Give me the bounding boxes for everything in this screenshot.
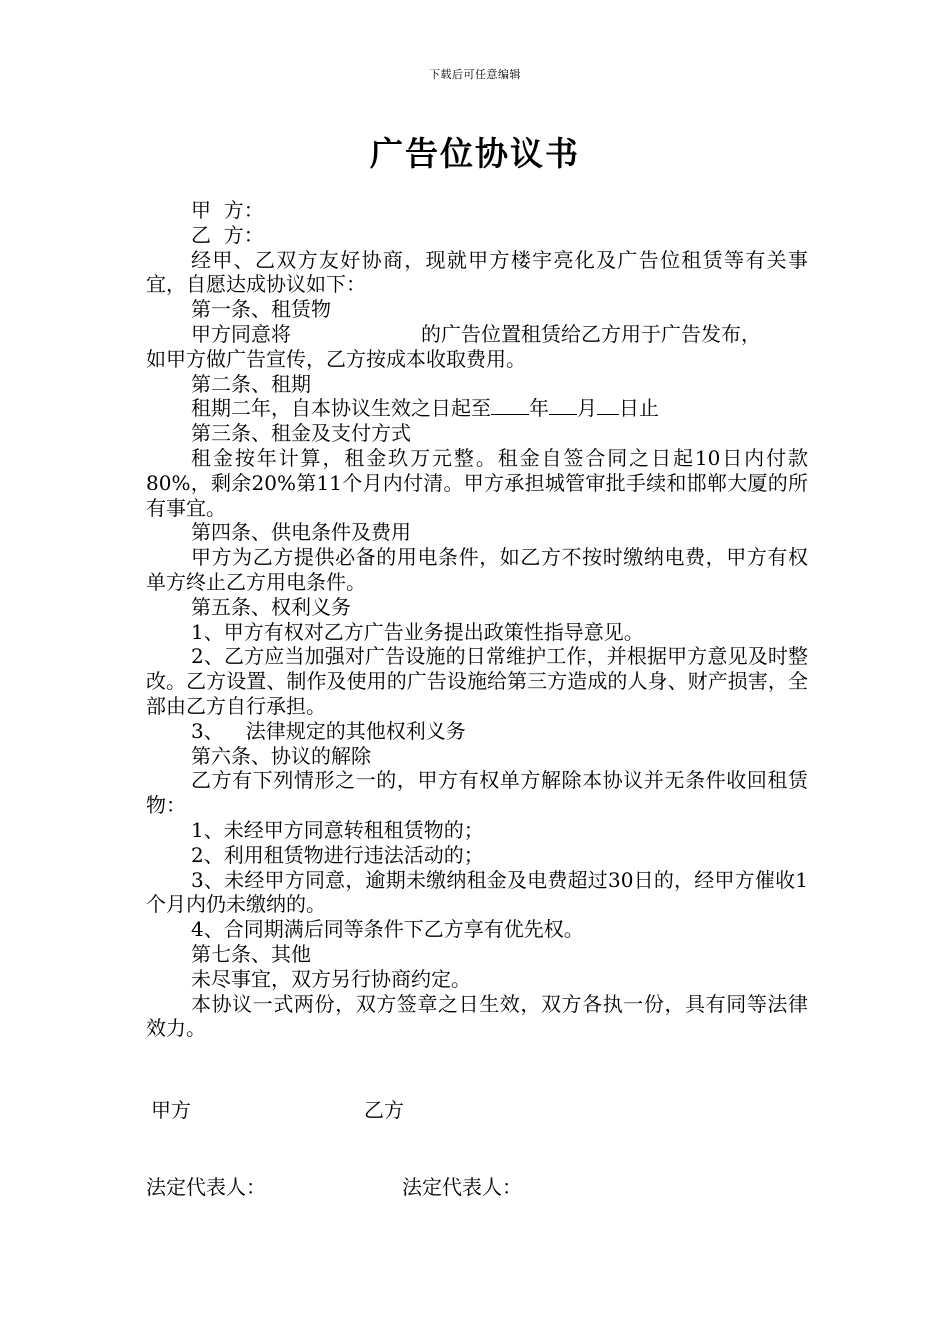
article-6-item-2: 2、利用租赁物进行违法活动的；	[191, 842, 484, 867]
legal-rep-a: 法定代表人：	[146, 1175, 266, 1199]
article-5-item-3	[146, 719, 808, 744]
party-a-line: 甲 方：	[191, 198, 264, 222]
legal-rep-b: 法定代表人：	[402, 1175, 522, 1199]
intro-paragraph: 经甲、乙双方友好协商，现就甲方楼宇亮化及广告位租赁等有关事宜，自愿达成协议如下：	[146, 247, 808, 297]
article-6-item-4: 4、合同期满后同等条件下乙方享有优先权。	[191, 917, 584, 942]
article-2-line	[146, 396, 808, 421]
article-6-item-1: 1、未经甲方同意转租租赁物的；	[191, 817, 484, 842]
article-4-paragraph: 甲方为乙方提供必备的用电条件，如乙方不按时缴纳电费，甲方有权单方终止乙方用电条件。	[146, 545, 808, 594]
term-text-3: 月	[577, 396, 597, 421]
term-text-2: 年	[529, 396, 549, 421]
article-3-heading: 第三条、租金及支付方式	[191, 421, 411, 446]
article-1-cont: 如甲方做广告宣传，乙方按成本收取费用。	[146, 346, 526, 371]
contract-body	[146, 198, 808, 1041]
article-1-line	[146, 322, 808, 347]
document-title: 广告位协议书	[370, 134, 580, 173]
article-7-heading: 第七条、其他	[191, 941, 311, 966]
article-5-item-2: 2、乙方应当加强对广告设施的日常维护工作，并根据甲方意见及时整改。乙方设置、制作及使用的广告设施给第三方造成的人身、财产损害，全部由乙方自行承担。	[146, 644, 808, 718]
article-2-heading: 第二条、租期	[191, 371, 311, 396]
article-4-heading: 第四条、供电条件及费用	[191, 520, 411, 545]
article-5-heading: 第五条、权利义务	[191, 594, 351, 619]
header-note: 下载后可任意编辑	[429, 68, 521, 81]
article-5-item-3-number: 3、	[191, 718, 224, 743]
term-text-1: 租期二年，自本协议生效之日起至	[191, 396, 491, 421]
month-blank[interactable]	[549, 396, 577, 415]
party-b-line: 乙 方：	[191, 222, 264, 247]
article-6-item-3: 3、未经甲方同意，逾期未缴纳租金及电费超过30日的，经甲方催收1个月内仍未缴纳的。	[146, 867, 808, 917]
article-5-item-3-text: 法律规定的其他权利义务	[245, 718, 466, 743]
article-7-paragraph-1: 未尽事宜，双方另行协商约定。	[191, 966, 471, 991]
signature-party-b: 乙方	[364, 1098, 404, 1122]
year-blank[interactable]	[491, 396, 529, 415]
article-1-heading: 第一条、租赁物	[191, 297, 331, 322]
term-text-4: 日止	[619, 396, 659, 421]
article-6-paragraph: 乙方有下列情形之一的，甲方有权单方解除本协议并无条件收回租赁物：	[146, 768, 808, 818]
day-blank[interactable]	[597, 396, 619, 415]
article-7-paragraph-2: 本协议一式两份，双方签章之日生效，双方各执一份，具有同等法律效力。	[146, 991, 808, 1041]
article-6-heading: 第六条、协议的解除	[191, 743, 371, 768]
signature-party-a: 甲方	[151, 1098, 191, 1122]
article-3-paragraph: 租金按年计算，租金玖万元整。租金自签合同之日起10日内付款80%，剩余20%第11个月内付清。甲方承担城管审批手续和邯郸大厦的所有事宜。	[146, 445, 808, 520]
article-1-end: 的广告位置租赁给乙方用于广告发布，	[421, 321, 761, 346]
article-1-start: 甲方同意将	[191, 321, 291, 346]
article-5-item-1: 1、甲方有权对乙方广告业务提出政策性指导意见。	[191, 619, 644, 644]
